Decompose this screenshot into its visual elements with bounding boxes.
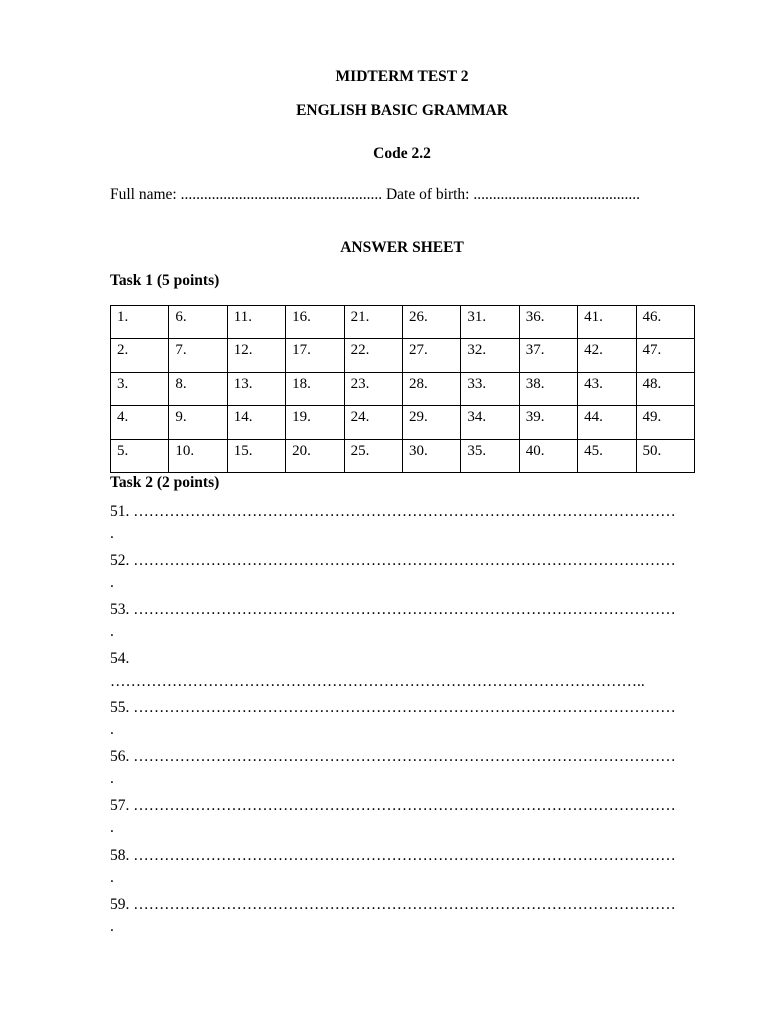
answer-line-51[interactable]: 51. …………………………………………………………………………………………… bbox=[110, 503, 676, 520]
answer-cell[interactable]: 41. bbox=[578, 306, 636, 339]
answer-cell[interactable]: 11. bbox=[227, 306, 285, 339]
table-row bbox=[111, 339, 695, 372]
answer-cell[interactable]: 6. bbox=[169, 306, 227, 339]
test-code: Code 2.2 bbox=[373, 145, 431, 162]
answer-cell[interactable]: 49. bbox=[636, 406, 694, 439]
answer-cell[interactable]: 43. bbox=[578, 372, 636, 405]
answer-cell[interactable]: 16. bbox=[286, 306, 344, 339]
answer-cell[interactable]: 30. bbox=[402, 439, 460, 472]
answer-cell[interactable]: 40. bbox=[519, 439, 577, 472]
answer-cell[interactable]: 3. bbox=[111, 372, 169, 405]
answer-cell[interactable]: 33. bbox=[461, 372, 519, 405]
answer-line-58[interactable]: 58. …………………………………………………………………………………………… bbox=[110, 847, 676, 864]
test-title: MIDTERM TEST 2 bbox=[335, 68, 469, 85]
answer-cell[interactable]: 37. bbox=[519, 339, 577, 372]
answer-cell[interactable]: 8. bbox=[169, 372, 227, 405]
task1-heading: Task 1 (5 points) bbox=[110, 272, 220, 289]
answer-cell[interactable]: 20. bbox=[286, 439, 344, 472]
answer-cell[interactable]: 36. bbox=[519, 306, 577, 339]
answer-line-58-trail: . bbox=[110, 869, 114, 886]
answer-cell[interactable]: 46. bbox=[636, 306, 694, 339]
answer-cell[interactable]: 10. bbox=[169, 439, 227, 472]
answer-cell[interactable]: 15. bbox=[227, 439, 285, 472]
answer-cell[interactable]: 23. bbox=[344, 372, 402, 405]
answer-cell[interactable]: 27. bbox=[402, 339, 460, 372]
answer-cell[interactable]: 35. bbox=[461, 439, 519, 472]
answer-line-55[interactable]: 55. …………………………………………………………………………………………… bbox=[110, 699, 676, 716]
answer-line-56[interactable]: 56. …………………………………………………………………………………………… bbox=[110, 748, 676, 765]
answer-cell[interactable]: 28. bbox=[402, 372, 460, 405]
answer-cell[interactable]: 12. bbox=[227, 339, 285, 372]
answer-line-52-trail: . bbox=[110, 574, 114, 591]
answer-cell[interactable]: 29. bbox=[402, 406, 460, 439]
answer-cell[interactable]: 42. bbox=[578, 339, 636, 372]
table-row bbox=[111, 439, 695, 472]
answer-cell[interactable]: 17. bbox=[286, 339, 344, 372]
answer-cell[interactable]: 50. bbox=[636, 439, 694, 472]
answer-cell[interactable]: 38. bbox=[519, 372, 577, 405]
answer-cell[interactable]: 9. bbox=[169, 406, 227, 439]
answer-line-51-trail: . bbox=[110, 525, 114, 542]
answer-line-59[interactable]: 59. …………………………………………………………………………………………… bbox=[110, 896, 676, 913]
answer-cell[interactable]: 7. bbox=[169, 339, 227, 372]
answer-line-54[interactable]: 54. bbox=[110, 650, 130, 667]
answer-cell[interactable]: 39. bbox=[519, 406, 577, 439]
answer-cell[interactable]: 2. bbox=[111, 339, 169, 372]
answer-cell[interactable]: 31. bbox=[461, 306, 519, 339]
answer-cell[interactable]: 26. bbox=[402, 306, 460, 339]
table-row bbox=[111, 372, 695, 405]
answer-cell[interactable]: 32. bbox=[461, 339, 519, 372]
answer-line-59-trail: . bbox=[110, 918, 114, 935]
answer-line-57[interactable]: 57. …………………………………………………………………………………………… bbox=[110, 797, 676, 814]
answer-cell[interactable]: 44. bbox=[578, 406, 636, 439]
answer-cell[interactable]: 34. bbox=[461, 406, 519, 439]
answer-cell[interactable]: 21. bbox=[344, 306, 402, 339]
answer-cell[interactable]: 19. bbox=[286, 406, 344, 439]
answer-cell[interactable]: 24. bbox=[344, 406, 402, 439]
answer-line-56-trail: . bbox=[110, 770, 114, 787]
answer-cell[interactable]: 4. bbox=[111, 406, 169, 439]
answer-cell[interactable]: 18. bbox=[286, 372, 344, 405]
answer-cell[interactable]: 45. bbox=[578, 439, 636, 472]
answer-cell[interactable]: 13. bbox=[227, 372, 285, 405]
answer-line-55-trail: . bbox=[110, 721, 114, 738]
answer-cell[interactable]: 48. bbox=[636, 372, 694, 405]
answer-line-53-trail: . bbox=[110, 623, 114, 640]
task2-heading: Task 2 (2 points) bbox=[110, 474, 220, 491]
answer-line-57-trail: . bbox=[110, 819, 114, 836]
student-info-line: Full name: .................................................... Date of birth: ........................................... bbox=[110, 186, 640, 203]
subject-title: ENGLISH BASIC GRAMMAR bbox=[296, 102, 508, 119]
task1-answer-grid bbox=[110, 305, 695, 473]
answer-line-54-dots[interactable]: ………………………………………………………………………………………….. bbox=[110, 673, 645, 690]
answer-line-52[interactable]: 52. …………………………………………………………………………………………… bbox=[110, 552, 676, 569]
answer-line-53[interactable]: 53. …………………………………………………………………………………………… bbox=[110, 601, 676, 618]
answer-sheet-title: ANSWER SHEET bbox=[340, 239, 464, 256]
answer-cell[interactable]: 25. bbox=[344, 439, 402, 472]
answer-cell[interactable]: 22. bbox=[344, 339, 402, 372]
answer-cell[interactable]: 1. bbox=[111, 306, 169, 339]
answer-cell[interactable]: 47. bbox=[636, 339, 694, 372]
table-row bbox=[111, 306, 695, 339]
answer-cell[interactable]: 14. bbox=[227, 406, 285, 439]
table-row bbox=[111, 406, 695, 439]
answer-cell[interactable]: 5. bbox=[111, 439, 169, 472]
